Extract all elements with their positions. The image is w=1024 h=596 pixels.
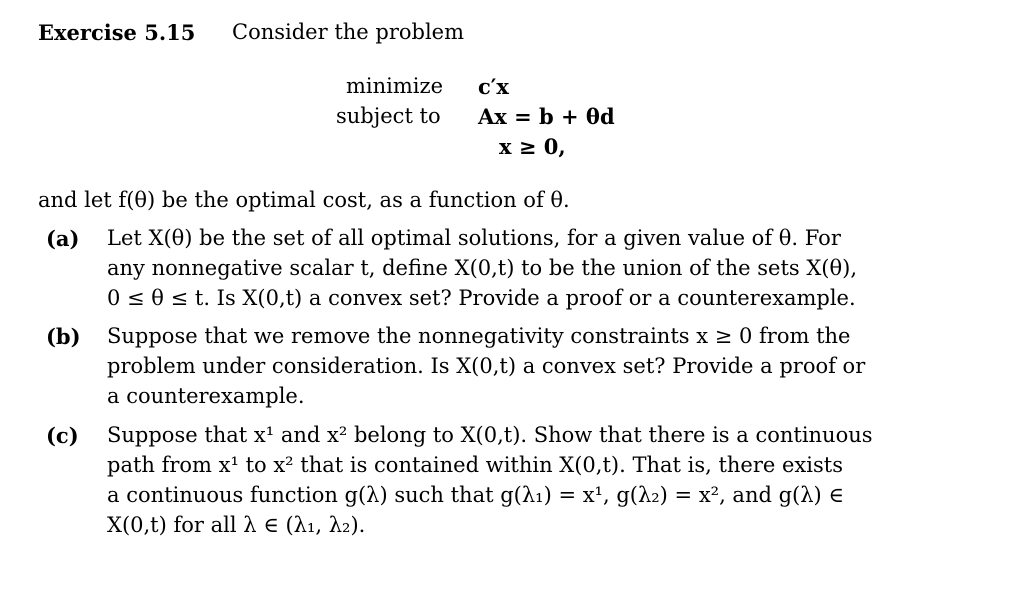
part-b-label: (b) [46, 324, 81, 349]
part-a-line-3: 0 ≤ θ ≤ t. Is X(0,t) a convex set? Provide a proof or a counterexample. [107, 286, 856, 310]
exercise-label: Exercise 5.15 [38, 20, 196, 45]
intro-line: and let f(θ) be the optimal cost, as a function of θ. [38, 188, 570, 212]
part-c-label: (c) [46, 423, 79, 448]
part-b-line-3: a counterexample. [107, 384, 305, 408]
constraint-equality: Ax = b + θd [478, 104, 615, 129]
part-b-line-1: Suppose that we remove the nonnegativity constraints x ≥ 0 from the [107, 324, 851, 348]
part-c-line-3: a continuous function g(λ) such that g(λ₁) = x¹, g(λ₂) = x², and g(λ) ∈ [107, 483, 844, 507]
constraint-label: subject to [336, 104, 441, 128]
constraint-nonnegativity: x ≥ 0, [499, 134, 566, 159]
objective-label: minimize [346, 74, 443, 98]
part-c-line-2: path from x¹ to x² that is contained within X(0,t). That is, there exists [107, 453, 843, 477]
part-b-line-2: problem under consideration. Is X(0,t) a convex set? Provide a proof or [107, 354, 866, 378]
part-a-line-2: any nonnegative scalar t, define X(0,t) to be the union of the sets X(θ), [107, 256, 857, 280]
part-c-line-1: Suppose that x¹ and x² belong to X(0,t). Show that there is a continuous [107, 423, 873, 447]
part-a-line-1: Let X(θ) be the set of all optimal solutions, for a given value of θ. For [107, 226, 841, 250]
objective-expression: c′x [478, 74, 509, 99]
part-c-line-4: X(0,t) for all λ ∈ (λ₁, λ₂). [107, 513, 366, 537]
exercise-intro: Consider the problem [232, 20, 465, 44]
part-a-label: (a) [46, 226, 80, 251]
